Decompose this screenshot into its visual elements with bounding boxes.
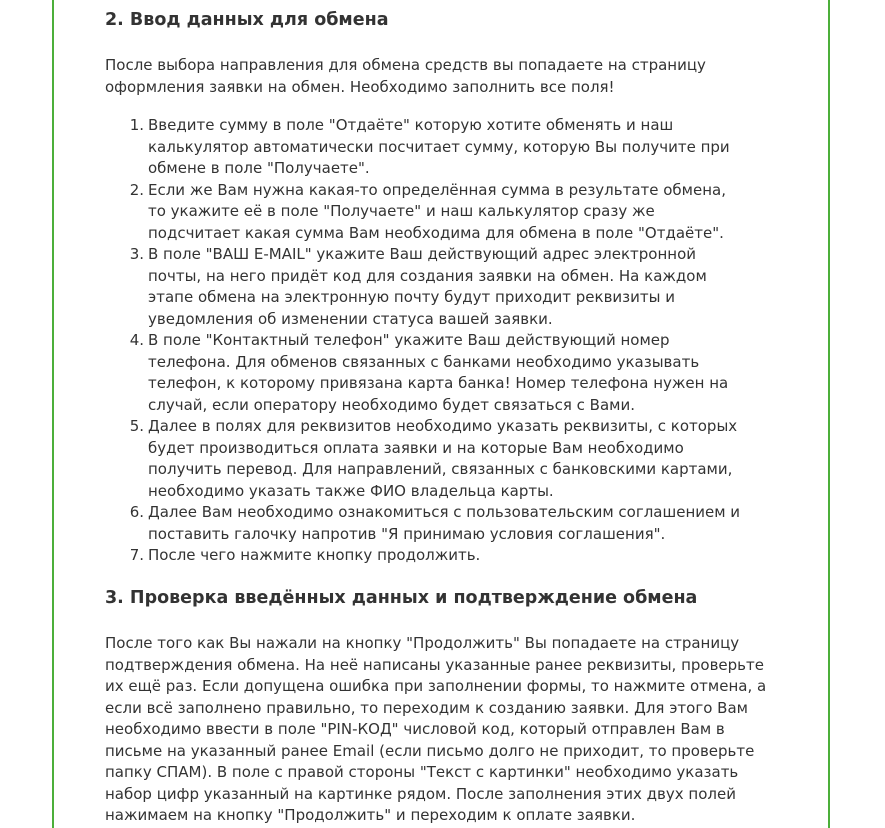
list-item-text: Введите сумму в поле "Отдаёте" которую хотите обменять и наш калькулятор автоматически посчитает сумму, которую Вы получите при обмене в поле "Получаете". xyxy=(148,116,730,177)
list-item-text: Далее в полях для реквизитов необходимо указать реквизиты, с которых будет производиться оплата заявки и на которые Вам необходимо получить перевод. Для направлений, связанных с банковскими картами, необходимо указать также ФИО владельца карты. xyxy=(148,417,738,500)
list-item xyxy=(105,115,745,180)
list-item-text: В поле "Контактный телефон" укажите Ваш действующий номер телефона. Для обменов связанных с банками необходимо указывать телефон, к которому привязана карта банка! Номер телефона нужен на случай, если оператору необходимо будет связаться с Вами. xyxy=(148,331,729,414)
list-item xyxy=(105,330,745,416)
list-item-text: После чего нажмите кнопку продолжить. xyxy=(148,546,481,564)
list-item xyxy=(105,180,745,245)
section-2-heading: 2. Ввод данных для обмена xyxy=(105,10,389,30)
list-item-text: Далее Вам необходимо ознакомиться с пользовательским соглашением и поставить галочку напротив "Я принимаю условия соглашения". xyxy=(148,503,741,543)
list-item xyxy=(105,545,745,567)
list-item-number: 4. xyxy=(129,331,144,349)
list-item-number: 7. xyxy=(129,546,144,564)
list-item xyxy=(105,502,745,545)
list-item-number: 6. xyxy=(129,503,144,521)
list-item-text: Если же Вам нужна какая-то определённая сумма в результате обмена, то укажите её в поле "Получаете" и наш калькулятор сразу же подсчитает какая сумма Вам необходима для обмена в поле "Отдаёте". xyxy=(148,180,726,242)
list-item-number: 3. xyxy=(129,245,144,263)
list-item-number: 1. xyxy=(129,116,144,134)
section-3-body: После того как Вы нажали на кнопку "Продолжить" Вы попадаете на страницу подтверждения обмена. На неё написаны указанные ранее реквизиты, проверьте их ещё раз. Если допущена ошибка при заполнении формы, то нажмите отмена, а если всё заполнено правильно, то переходим к созданию заявки. Для этого Вам необходимо ввести в поле "PIN-КОД" числовой код, который отправлен Вам в письме на указанный ранее Email (если письмо долго не приходит, то проверьте папку СПАМ). В поле с правой стороны "Текст с картинки" необходимо указать набор цифр указанный на картинке рядом. После заполнения этих двух полей нажимаем на кнопку "Продолжить" и переходим к оплате заявки. xyxy=(105,634,767,824)
list-item-text: В поле "ВАШ E-MAIL" укажите Ваш действующий адрес электронной почты, на него придёт код для создания заявки на обмен. На каждом этапе обмена на электронную почту будут приходит реквизиты и уведомления об изменении статуса вашей заявки. xyxy=(148,245,707,328)
list-item xyxy=(105,416,745,502)
steps-list xyxy=(105,115,745,567)
section-2-intro: После выбора направления для обмена средств вы попадаете на страницу оформления заявки на обмен. Необходимо заполнить все поля! xyxy=(105,56,706,96)
section-3-heading: 3. Проверка введённых данных и подтверждение обмена xyxy=(105,588,698,608)
list-item-number: 5. xyxy=(129,417,144,435)
list-item-number: 2. xyxy=(129,180,144,199)
list-item xyxy=(105,244,745,330)
